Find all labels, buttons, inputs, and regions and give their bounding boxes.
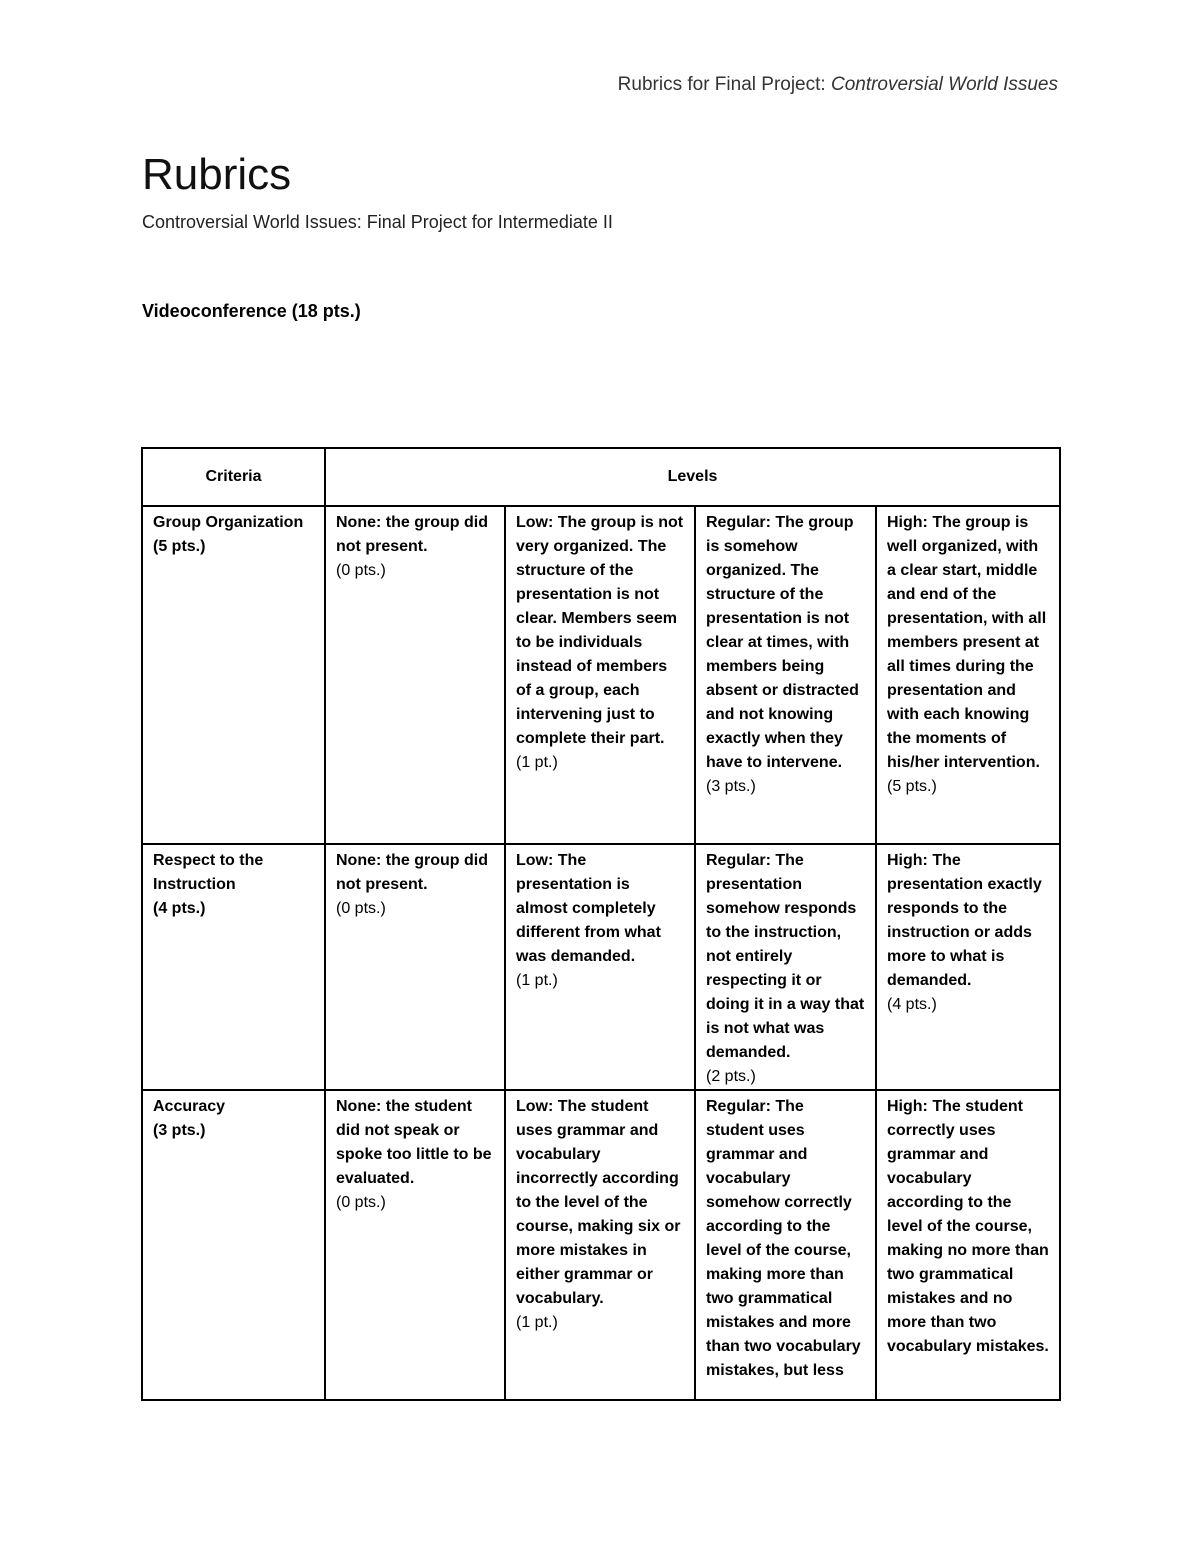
criteria-cell [142, 844, 325, 1090]
header-criteria: Criteria [142, 448, 325, 506]
level-description: The student uses grammar and vocabulary somehow correctly according to the level of the course, making more than two grammatical mistakes and more than two vocabulary mistakes, but less [706, 1098, 861, 1379]
level-cell-none [325, 1090, 505, 1400]
level-description: The group is not very organized. The structure of the presentation is not clear. Members seem to be individuals instead of members of a group, each intervening just to complete their part. [516, 514, 684, 747]
level-description: The student correctly uses grammar and vocabulary according to the level of the course, making no more than two grammatical mistakes and no more than two vocabulary mistakes. [887, 1098, 1049, 1355]
level-points: (2 pts.) [706, 1068, 756, 1085]
running-header [618, 74, 1058, 96]
level-description: the group did not present. [336, 514, 488, 555]
criteria-name: Group Organization [153, 514, 304, 531]
level-cell-regular [695, 506, 876, 844]
level-description: The group is somehow organized. The structure of the presentation is not clear at times, with members being absent or distracted and not knowing exactly when they have to intervene. [706, 514, 859, 771]
criteria-points: (3 pts.) [153, 1122, 206, 1139]
level-points: (0 pts.) [336, 1194, 386, 1211]
criteria-name: Accuracy [153, 1098, 226, 1115]
criteria-name: Respect to the Instruction [153, 852, 264, 893]
level-cell-high [876, 844, 1060, 1090]
level-label: None: [336, 514, 382, 531]
level-points: (3 pts.) [706, 778, 756, 795]
table-header-row [142, 448, 1060, 506]
table-row [142, 1090, 1060, 1400]
level-points: (4 pts.) [887, 996, 937, 1013]
level-points: (1 pt.) [516, 1314, 558, 1331]
level-label: High: [887, 1098, 928, 1115]
criteria-cell [142, 506, 325, 844]
level-cell-high [876, 506, 1060, 844]
level-cell-high [876, 1090, 1060, 1400]
level-description: The presentation exactly responds to the instruction or adds more to what is demanded. [887, 852, 1042, 989]
level-label: None: [336, 852, 382, 869]
level-cell-regular [695, 1090, 876, 1400]
page-subtitle: Controversial World Issues: Final Project for Intermediate II [142, 212, 613, 232]
level-label: High: [887, 514, 928, 531]
level-points: (0 pts.) [336, 900, 386, 917]
criteria-points: (4 pts.) [153, 900, 206, 917]
level-cell-none [325, 844, 505, 1090]
level-label: Low: [516, 1098, 554, 1115]
level-description: the student did not speak or spoke too little to be evaluated. [336, 1098, 492, 1187]
level-description: The group is well organized, with a clear start, middle and end of the presentation, with all members present at all times during the presentation and with each knowing the moments of his/her intervention. [887, 514, 1047, 771]
level-points: (5 pts.) [887, 778, 937, 795]
level-points: (1 pt.) [516, 754, 558, 771]
table-row [142, 844, 1060, 1090]
level-cell-none [325, 506, 505, 844]
criteria-cell [142, 1090, 325, 1400]
rubric-table [141, 447, 1061, 1401]
criteria-points: (5 pts.) [153, 538, 206, 555]
level-label: Low: [516, 514, 554, 531]
level-cell-regular [695, 844, 876, 1090]
level-label: Low: [516, 852, 554, 869]
running-header-prefix: Rubrics for Final Project: [617, 74, 826, 95]
level-description: the group did not present. [336, 852, 488, 893]
running-header-italic: Controversial World Issues [830, 74, 1058, 95]
page-title: Rubrics [142, 150, 292, 199]
level-label: Regular: [706, 1098, 771, 1115]
level-cell-low [505, 844, 695, 1090]
level-label: High: [887, 852, 928, 869]
level-label: Regular: [706, 514, 771, 531]
header-levels: Levels [325, 448, 1060, 506]
table-row [142, 506, 1060, 844]
level-cell-low [505, 1090, 695, 1400]
level-points: (1 pt.) [516, 972, 558, 989]
level-label: Regular: [706, 852, 771, 869]
section-heading: Videoconference (18 pts.) [142, 301, 361, 321]
level-label: None: [336, 1098, 382, 1115]
level-description: The student uses grammar and vocabulary incorrectly according to the level of the course, making six or more mistakes in either grammar or vocabulary. [516, 1098, 681, 1307]
level-description: The presentation is almost completely different from what was demanded. [516, 852, 661, 965]
level-points: (0 pts.) [336, 562, 386, 579]
level-description: The presentation somehow responds to the instruction, not entirely respecting it or doing it in a way that is not what was demanded. [706, 852, 865, 1061]
level-cell-low [505, 506, 695, 844]
